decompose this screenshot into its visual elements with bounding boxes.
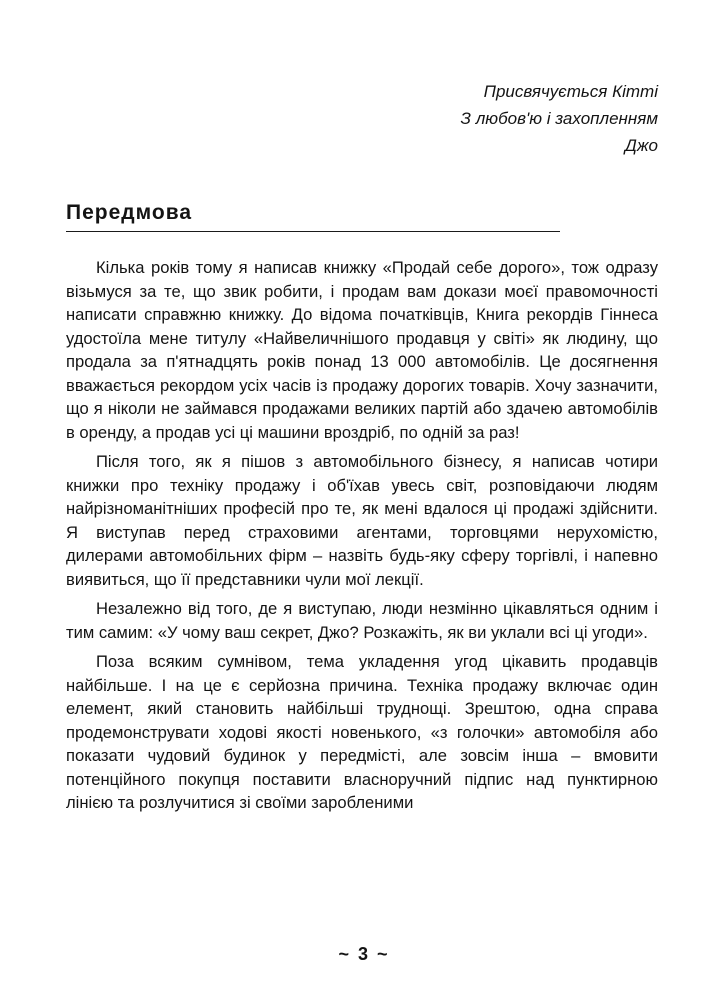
dedication-signature: Джо — [624, 136, 658, 155]
page-number: ~ 3 ~ — [338, 944, 390, 964]
paragraph: Поза всяким сумнівом, тема укладення угод цікавить продавців найбільше. І на це є серйозна причина. Техніка продажу включає один елемент, який становить найбільші труднощі. Зрештою, одна справа продемонструвати ходові якості новенького, «з голочки» автомобіля або показати чудовий будинок у передмісті, але зовсім інша – вмовити потенційного покупця поставити власноручний підпис над пунктирною лінією та розлучитися зі своїми заробленими — [66, 652, 658, 812]
paragraph: Кілька років тому я написав книжку «Продай себе дорого», тож одразу візьмуся за те, що звик робити, і продам вам докази моєї правомочності написати справжню книжку. До відома початківців, Книга рекордів Гіннеса удостоїла мене титулу «Найвеличнішого продавця у світі» як людину, що продала за п'ятнадцять років понад 13 000 автомобілів. Це досягнення вважається рекордом усіх часів із продажу дорогих товарів. Хочу зазначити, що я ніколи не займався продажами великих партій або здачею автомобілів в оренду, а продав усі ці машини вроздріб, по одній за раз! — [66, 258, 658, 442]
dedication — [461, 78, 658, 159]
section-heading: Передмова — [66, 200, 560, 232]
dedication-line-1: Присвячується Кітті — [483, 82, 658, 101]
paragraph: Незалежно від того, де я виступаю, люди незмінно цікавляться одним і тим самим: «У чому ваш секрет, Джо? Розкажіть, як ви уклали всі ці угоди». — [66, 599, 658, 642]
body-text — [66, 256, 658, 815]
paragraph: Після того, як я пішов з автомобільного бізнесу, я написав чотири книжки про техніку продажу і об'їхав увесь світ, розповідаючи людям найрізноманітніших професій про те, як мені вдалося ці продажі здійснити. Я виступав перед страховими агентами, торговцями нерухомістю, дилерами автомобільних фірм – назвіть будь-яку сферу торгівлі, і напевно виявиться, що її представники чули мої лекції. — [66, 452, 658, 589]
dedication-line-2: З любов'ю і захопленням — [460, 109, 658, 128]
